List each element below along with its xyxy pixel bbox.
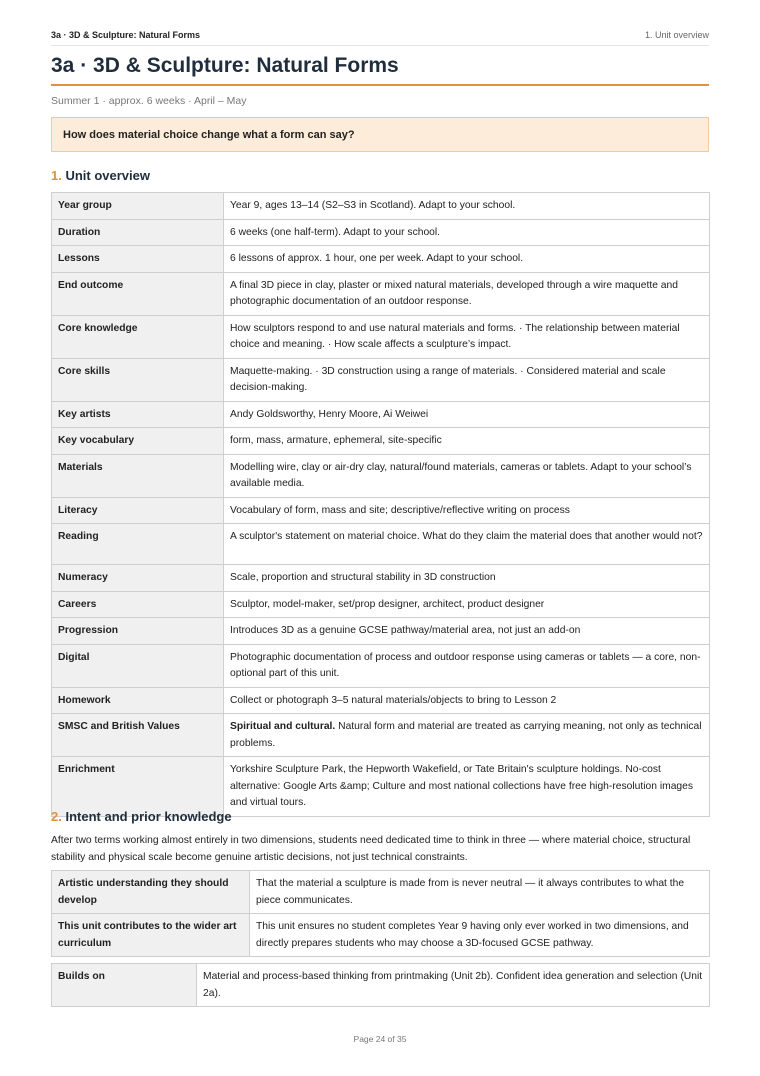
row-value: Year 9, ages 13–14 (S2–S3 in Scotland). Adapt to your school. xyxy=(224,193,710,220)
table-row xyxy=(52,914,710,957)
row-value: Sculptor, model-maker, set/prop designer, architect, product designer xyxy=(224,591,710,618)
row-label: Artistic understanding they should develop xyxy=(52,871,250,914)
table-row xyxy=(52,964,710,1007)
row-value-emphasis: Spiritual and cultural. xyxy=(230,721,336,732)
row-value: 6 weeks (one half-term). Adapt to your school. xyxy=(224,219,710,246)
row-label: Builds on xyxy=(52,964,197,1007)
row-value: 6 lessons of approx. 1 hour, one per week. Adapt to your school. xyxy=(224,246,710,273)
running-header-title: 3a · 3D & Sculpture: Natural Forms xyxy=(51,29,201,40)
row-value: Andy Goldsworthy, Henry Moore, Ai Weiwei xyxy=(224,401,710,428)
table-row xyxy=(52,358,710,401)
row-label: Core skills xyxy=(52,358,224,401)
table-row xyxy=(52,193,710,220)
row-value xyxy=(224,714,710,757)
intent-table xyxy=(51,870,710,957)
intent-paragraph: After two terms working almost entirely in two dimensions, students need dedicated time to think in three — where material choice, structural stability and physical scale become genuine artistic decisions, not just technical constraints. xyxy=(51,835,691,863)
row-value: Vocabulary of form, mass and site; descriptive/reflective writing on process xyxy=(224,497,710,524)
row-value: Collect or photograph 3–5 natural materials/objects to bring to Lesson 2 xyxy=(224,687,710,714)
row-label: Lessons xyxy=(52,246,224,273)
row-value: Maquette-making. · 3D construction using a range of materials. · Considered material and scale decision-making. xyxy=(224,358,710,401)
row-value: This unit ensures no student completes Year 9 having only ever worked in two dimensions, and directly prepares students who may choose a 3D-focused GCSE pathway. xyxy=(250,914,710,957)
row-value: How sculptors respond to and use natural materials and forms. · The relationship between material choice and meaning. · How scale affects a sculpture’s impact. xyxy=(224,315,710,358)
key-question: How does material choice change what a form can say? xyxy=(63,128,355,141)
section-heading-intent xyxy=(51,809,232,824)
row-label: End outcome xyxy=(52,272,224,315)
row-label: Progression xyxy=(52,618,224,645)
table-row xyxy=(52,272,710,315)
row-value: Introduces 3D as a genuine GCSE pathway/material area, not just an add-on xyxy=(224,618,710,645)
row-label: Numeracy xyxy=(52,565,224,592)
table-row xyxy=(52,565,710,592)
table-row xyxy=(52,524,710,565)
table-row xyxy=(52,454,710,497)
page-number: Page 24 of 35 xyxy=(353,1034,407,1044)
row-label: Core knowledge xyxy=(52,315,224,358)
row-value: A final 3D piece in clay, plaster or mixed natural materials, developed through a wire maquette and photographic documentation of an outdoor response. xyxy=(224,272,710,315)
row-value: Yorkshire Sculpture Park, the Hepworth Wakefield, or Tate Britain's sculpture holdings. No-cost alternative: Google Arts &amp; Culture and most national collections have free high-resolution images and virtual tours. xyxy=(224,757,710,817)
table-row xyxy=(52,714,710,757)
table-row xyxy=(52,401,710,428)
row-label: Key vocabulary xyxy=(52,428,224,455)
section-title: Unit overview xyxy=(65,168,150,183)
table-row xyxy=(52,219,710,246)
row-label: Enrichment xyxy=(52,757,224,817)
page-title: 3a · 3D & Sculpture: Natural Forms xyxy=(51,54,709,86)
table-row xyxy=(52,687,710,714)
section-title: Intent and prior knowledge xyxy=(65,809,232,824)
row-value: A sculptor's statement on material choice. What do they claim the material does that another would not? xyxy=(224,524,710,565)
row-label: Key artists xyxy=(52,401,224,428)
row-label: Literacy xyxy=(52,497,224,524)
row-label: Digital xyxy=(52,644,224,687)
row-label: Careers xyxy=(52,591,224,618)
running-header-section: 1. Unit overview xyxy=(644,29,709,40)
row-value: Photographic documentation of process and outdoor response using cameras or tablets — a core, non-optional part of this unit. xyxy=(224,644,710,687)
row-label: Homework xyxy=(52,687,224,714)
table-row xyxy=(52,644,710,687)
section-heading-overview xyxy=(51,168,150,183)
page-subtitle: Summer 1 · approx. 6 weeks · April – May xyxy=(51,95,247,107)
row-label: Year group xyxy=(52,193,224,220)
table-row xyxy=(52,757,710,817)
row-label: This unit contributes to the wider art curriculum xyxy=(52,914,250,957)
section-number: 2. xyxy=(51,809,62,824)
table-row xyxy=(52,428,710,455)
table-row xyxy=(52,871,710,914)
table-row xyxy=(52,591,710,618)
unit-overview-table xyxy=(51,192,710,817)
table-row xyxy=(52,246,710,273)
table-row xyxy=(52,497,710,524)
key-question-box xyxy=(51,117,709,152)
row-value: Modelling wire, clay or air-dry clay, natural/found materials, cameras or tablets. Adapt to your school’s available media. xyxy=(224,454,710,497)
row-label: SMSC and British Values xyxy=(52,714,224,757)
row-value-text: Natural form and material are treated as carrying meaning, not only as technical problems. xyxy=(230,721,702,749)
row-label: Reading xyxy=(52,524,224,565)
table-row xyxy=(52,618,710,645)
row-label: Materials xyxy=(52,454,224,497)
builds-on-table xyxy=(51,963,710,1007)
row-value: form, mass, armature, ephemeral, site-specific xyxy=(224,428,710,455)
section-number: 1. xyxy=(51,168,62,183)
row-value: Material and process-based thinking from printmaking (Unit 2b). Confident idea generation and selection (Unit 2a). xyxy=(197,964,710,1007)
row-value: Scale, proportion and structural stability in 3D construction xyxy=(224,565,710,592)
row-value: That the material a sculpture is made from is never neutral — it always contributes to what the piece communicates. xyxy=(250,871,710,914)
running-header xyxy=(51,28,709,46)
row-label: Duration xyxy=(52,219,224,246)
table-row xyxy=(52,315,710,358)
